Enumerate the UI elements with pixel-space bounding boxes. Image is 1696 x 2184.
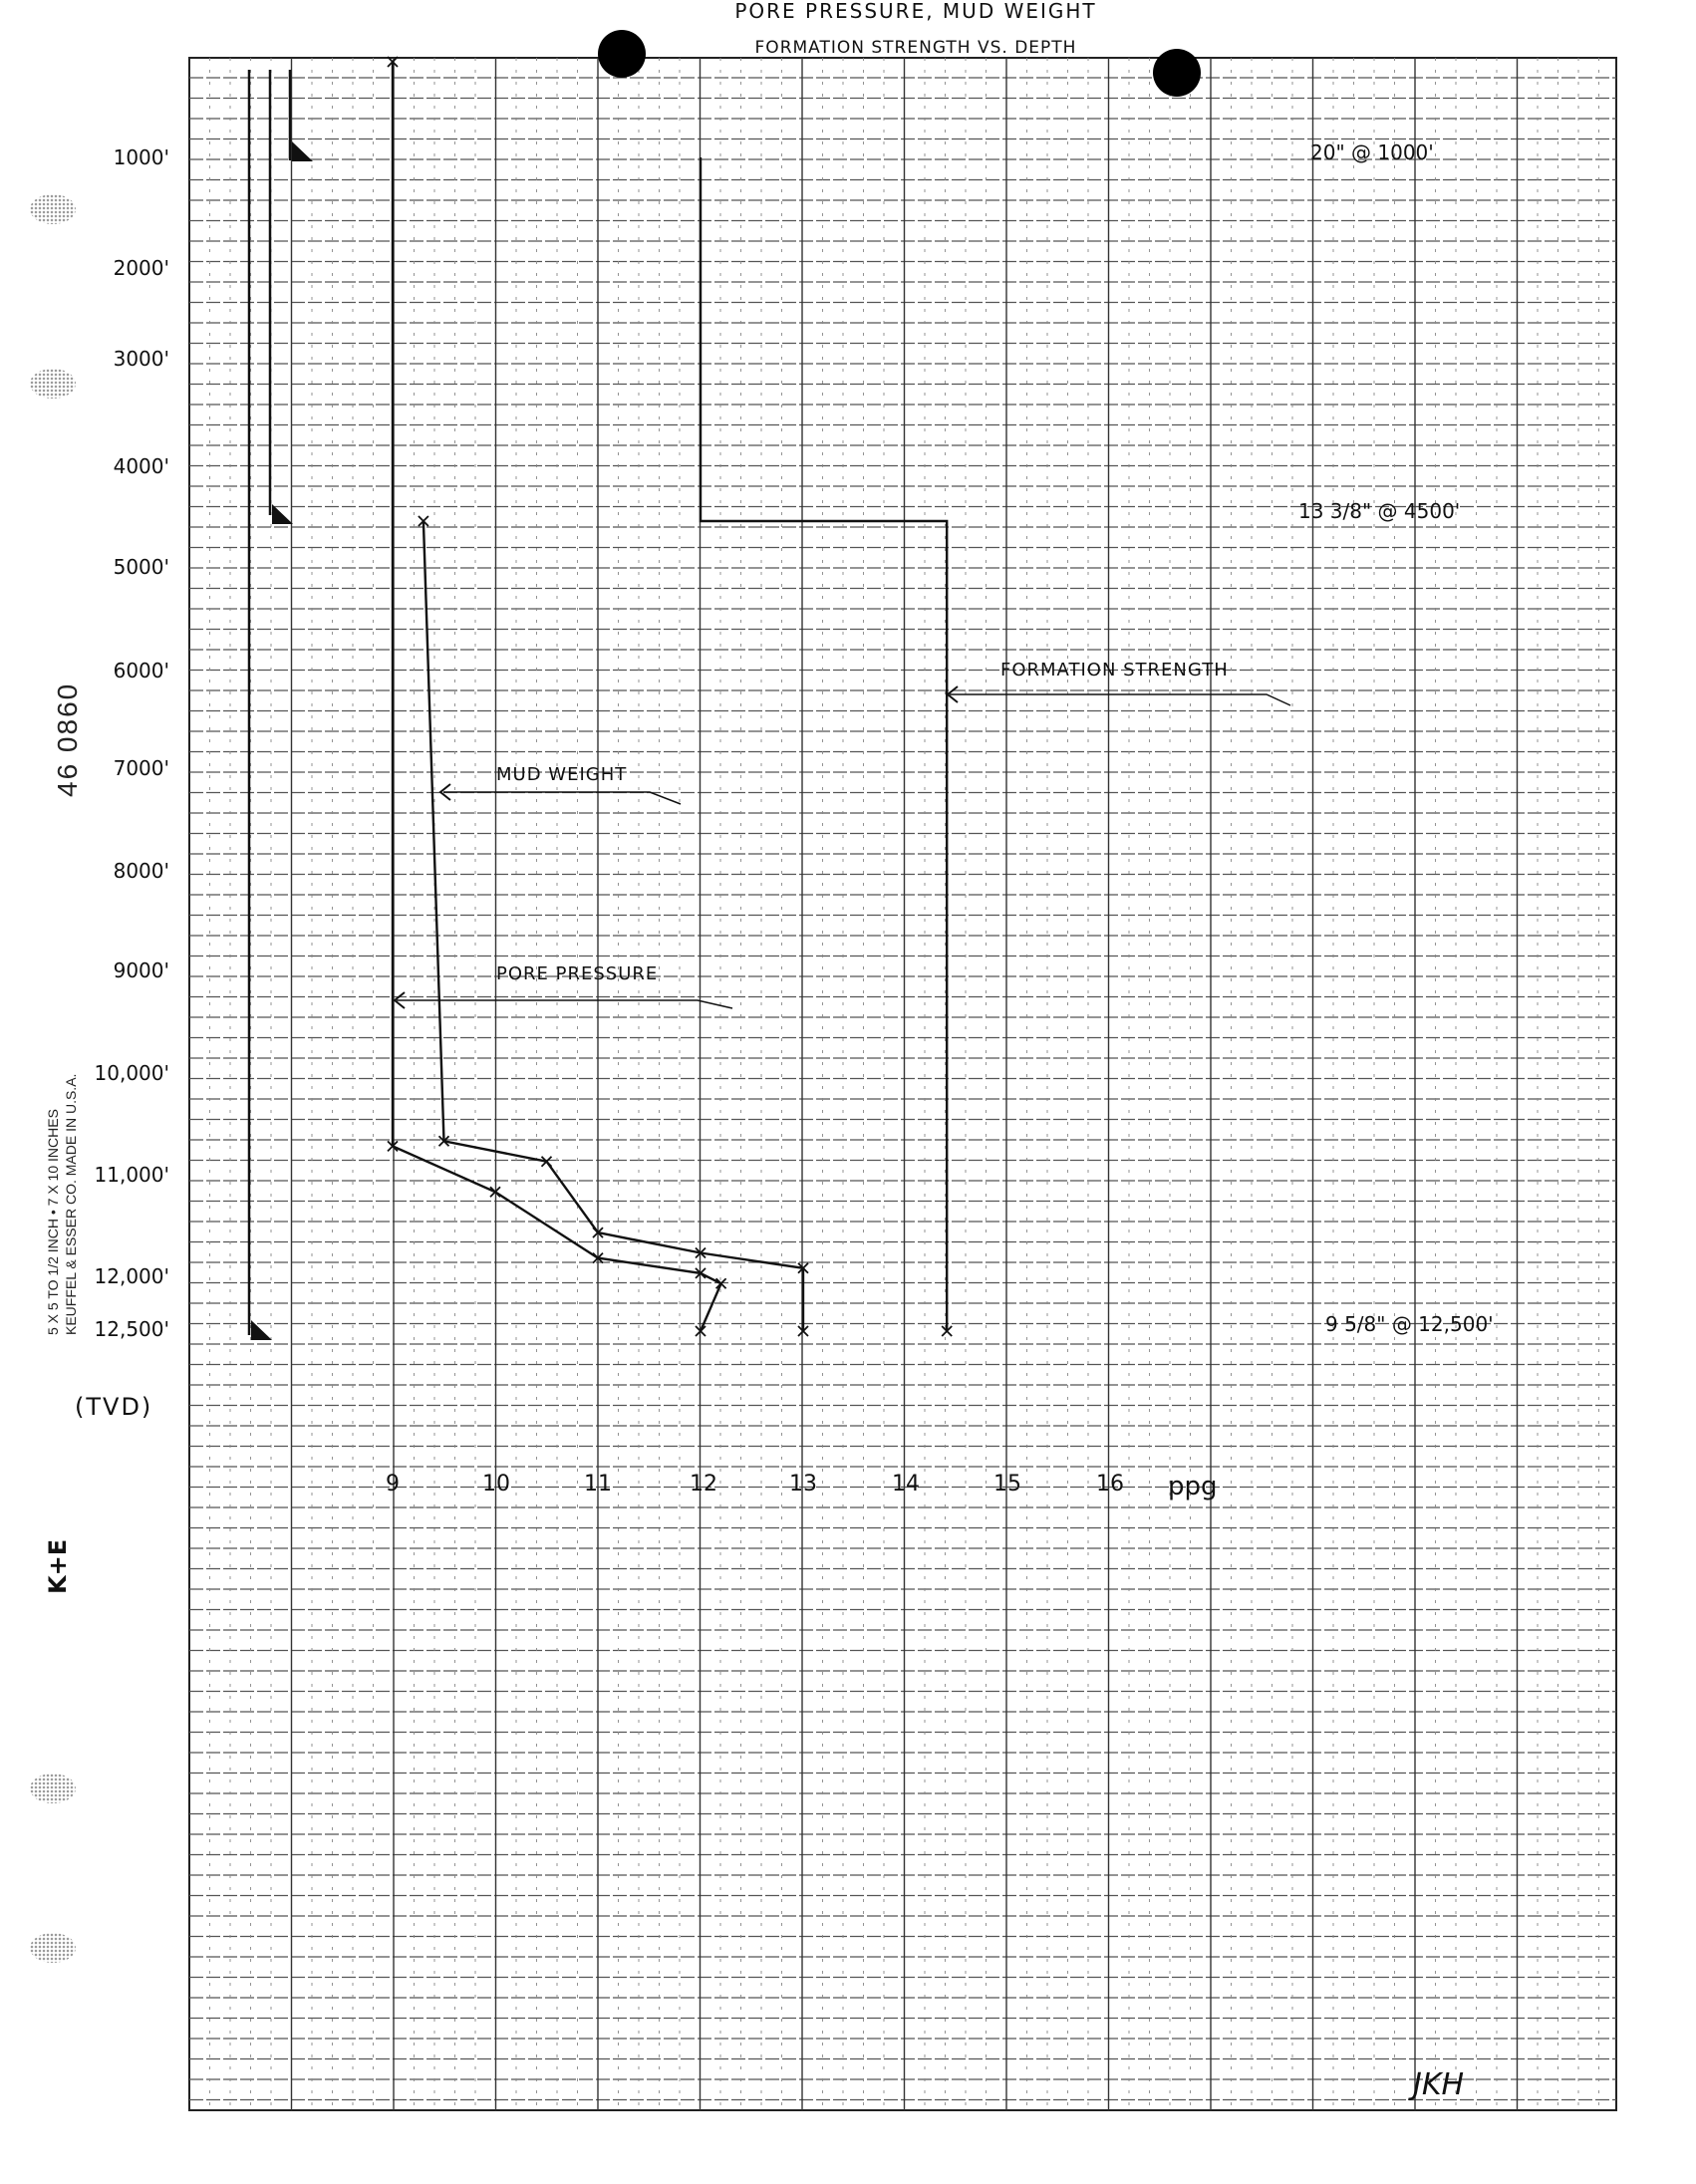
x-tick-labels <box>386 1472 1124 1497</box>
series-line-formation-strength <box>701 157 947 1331</box>
formation-strength-label: FORMATION STRENGTH <box>1000 660 1229 681</box>
y-tick-label-4000: 4000' <box>113 454 169 478</box>
series-layer <box>388 57 952 1336</box>
paper-spec-line1: 5 X 5 TO 1/2 INCH • 7 X 10 INCHES <box>45 1109 61 1335</box>
graph-paper-grid <box>189 58 1616 2110</box>
y-axis-label: (TVD) <box>75 1393 153 1421</box>
y-tick-label-1000: 1000' <box>113 145 169 169</box>
paper-spec-line2: KEUFFEL & ESSER CO. MADE IN U.S.A. <box>63 1073 79 1335</box>
x-tick-label-15: 15 <box>993 1472 1021 1497</box>
casing-markers <box>249 70 1494 1340</box>
pore-pressure-pointer <box>397 1000 732 1008</box>
pore-pressure-label: PORE PRESSURE <box>496 963 659 984</box>
x-axis-unit-label: ppg <box>1168 1472 1218 1502</box>
x-tick-label-14: 14 <box>892 1472 920 1497</box>
y-tick-label-3000: 3000' <box>113 347 169 371</box>
chart-title-line1: PORE PRESSURE, MUD WEIGHT <box>734 0 1097 23</box>
grid-frame <box>189 58 1616 2110</box>
y-tick-labels <box>95 145 169 1341</box>
casing-shoe-1000 <box>292 141 313 161</box>
mud-weight-pointer <box>443 792 681 804</box>
series-line-mud-weight <box>424 521 803 1331</box>
casing-label-1000: 20" @ 1000' <box>1310 140 1434 164</box>
y-tick-label-7000: 7000' <box>113 756 169 780</box>
y-tick-label-12000: 12,000' <box>94 1264 169 1288</box>
x-tick-label-13: 13 <box>789 1472 817 1497</box>
binder-hole-left <box>598 30 646 78</box>
punch-mark <box>30 1933 76 1963</box>
x-tick-label-9: 9 <box>386 1472 400 1497</box>
series-line-pore-pressure <box>393 62 721 1331</box>
sheet-number: 46 0860 <box>52 682 83 797</box>
y-tick-label-12500: 12,500' <box>94 1317 169 1341</box>
data-point-pore-pressure <box>716 1278 726 1288</box>
mud-weight-label: MUD WEIGHT <box>496 764 628 785</box>
paper-spec <box>44 1074 80 1335</box>
x-tick-label-10: 10 <box>482 1472 510 1497</box>
casing-label-4500: 13 3/8" @ 4500' <box>1298 499 1461 523</box>
x-tick-label-12: 12 <box>690 1472 717 1497</box>
binder-hole-right <box>1153 49 1201 97</box>
brand-logo: K+E <box>44 1538 72 1594</box>
chart-title-line2: FORMATION STRENGTH VS. DEPTH <box>754 38 1077 58</box>
y-tick-label-10000: 10,000' <box>94 1061 169 1085</box>
x-tick-label-11: 11 <box>584 1472 612 1497</box>
y-tick-label-11000: 11,000' <box>94 1163 169 1187</box>
y-tick-label-8000: 8000' <box>113 859 169 883</box>
punch-mark <box>30 1774 76 1803</box>
y-tick-label-6000: 6000' <box>113 659 169 682</box>
y-tick-label-5000: 5000' <box>113 555 169 579</box>
y-tick-label-9000: 9000' <box>113 958 169 982</box>
initials: JKH <box>1413 2067 1465 2102</box>
y-tick-label-2000: 2000' <box>113 256 169 280</box>
punch-mark <box>30 194 76 224</box>
x-tick-label-16: 16 <box>1096 1472 1124 1497</box>
punch-mark <box>30 369 76 399</box>
formation-strength-pointer <box>950 694 1290 705</box>
casing-label-12500: 9 5/8" @ 12,500' <box>1325 1312 1494 1336</box>
